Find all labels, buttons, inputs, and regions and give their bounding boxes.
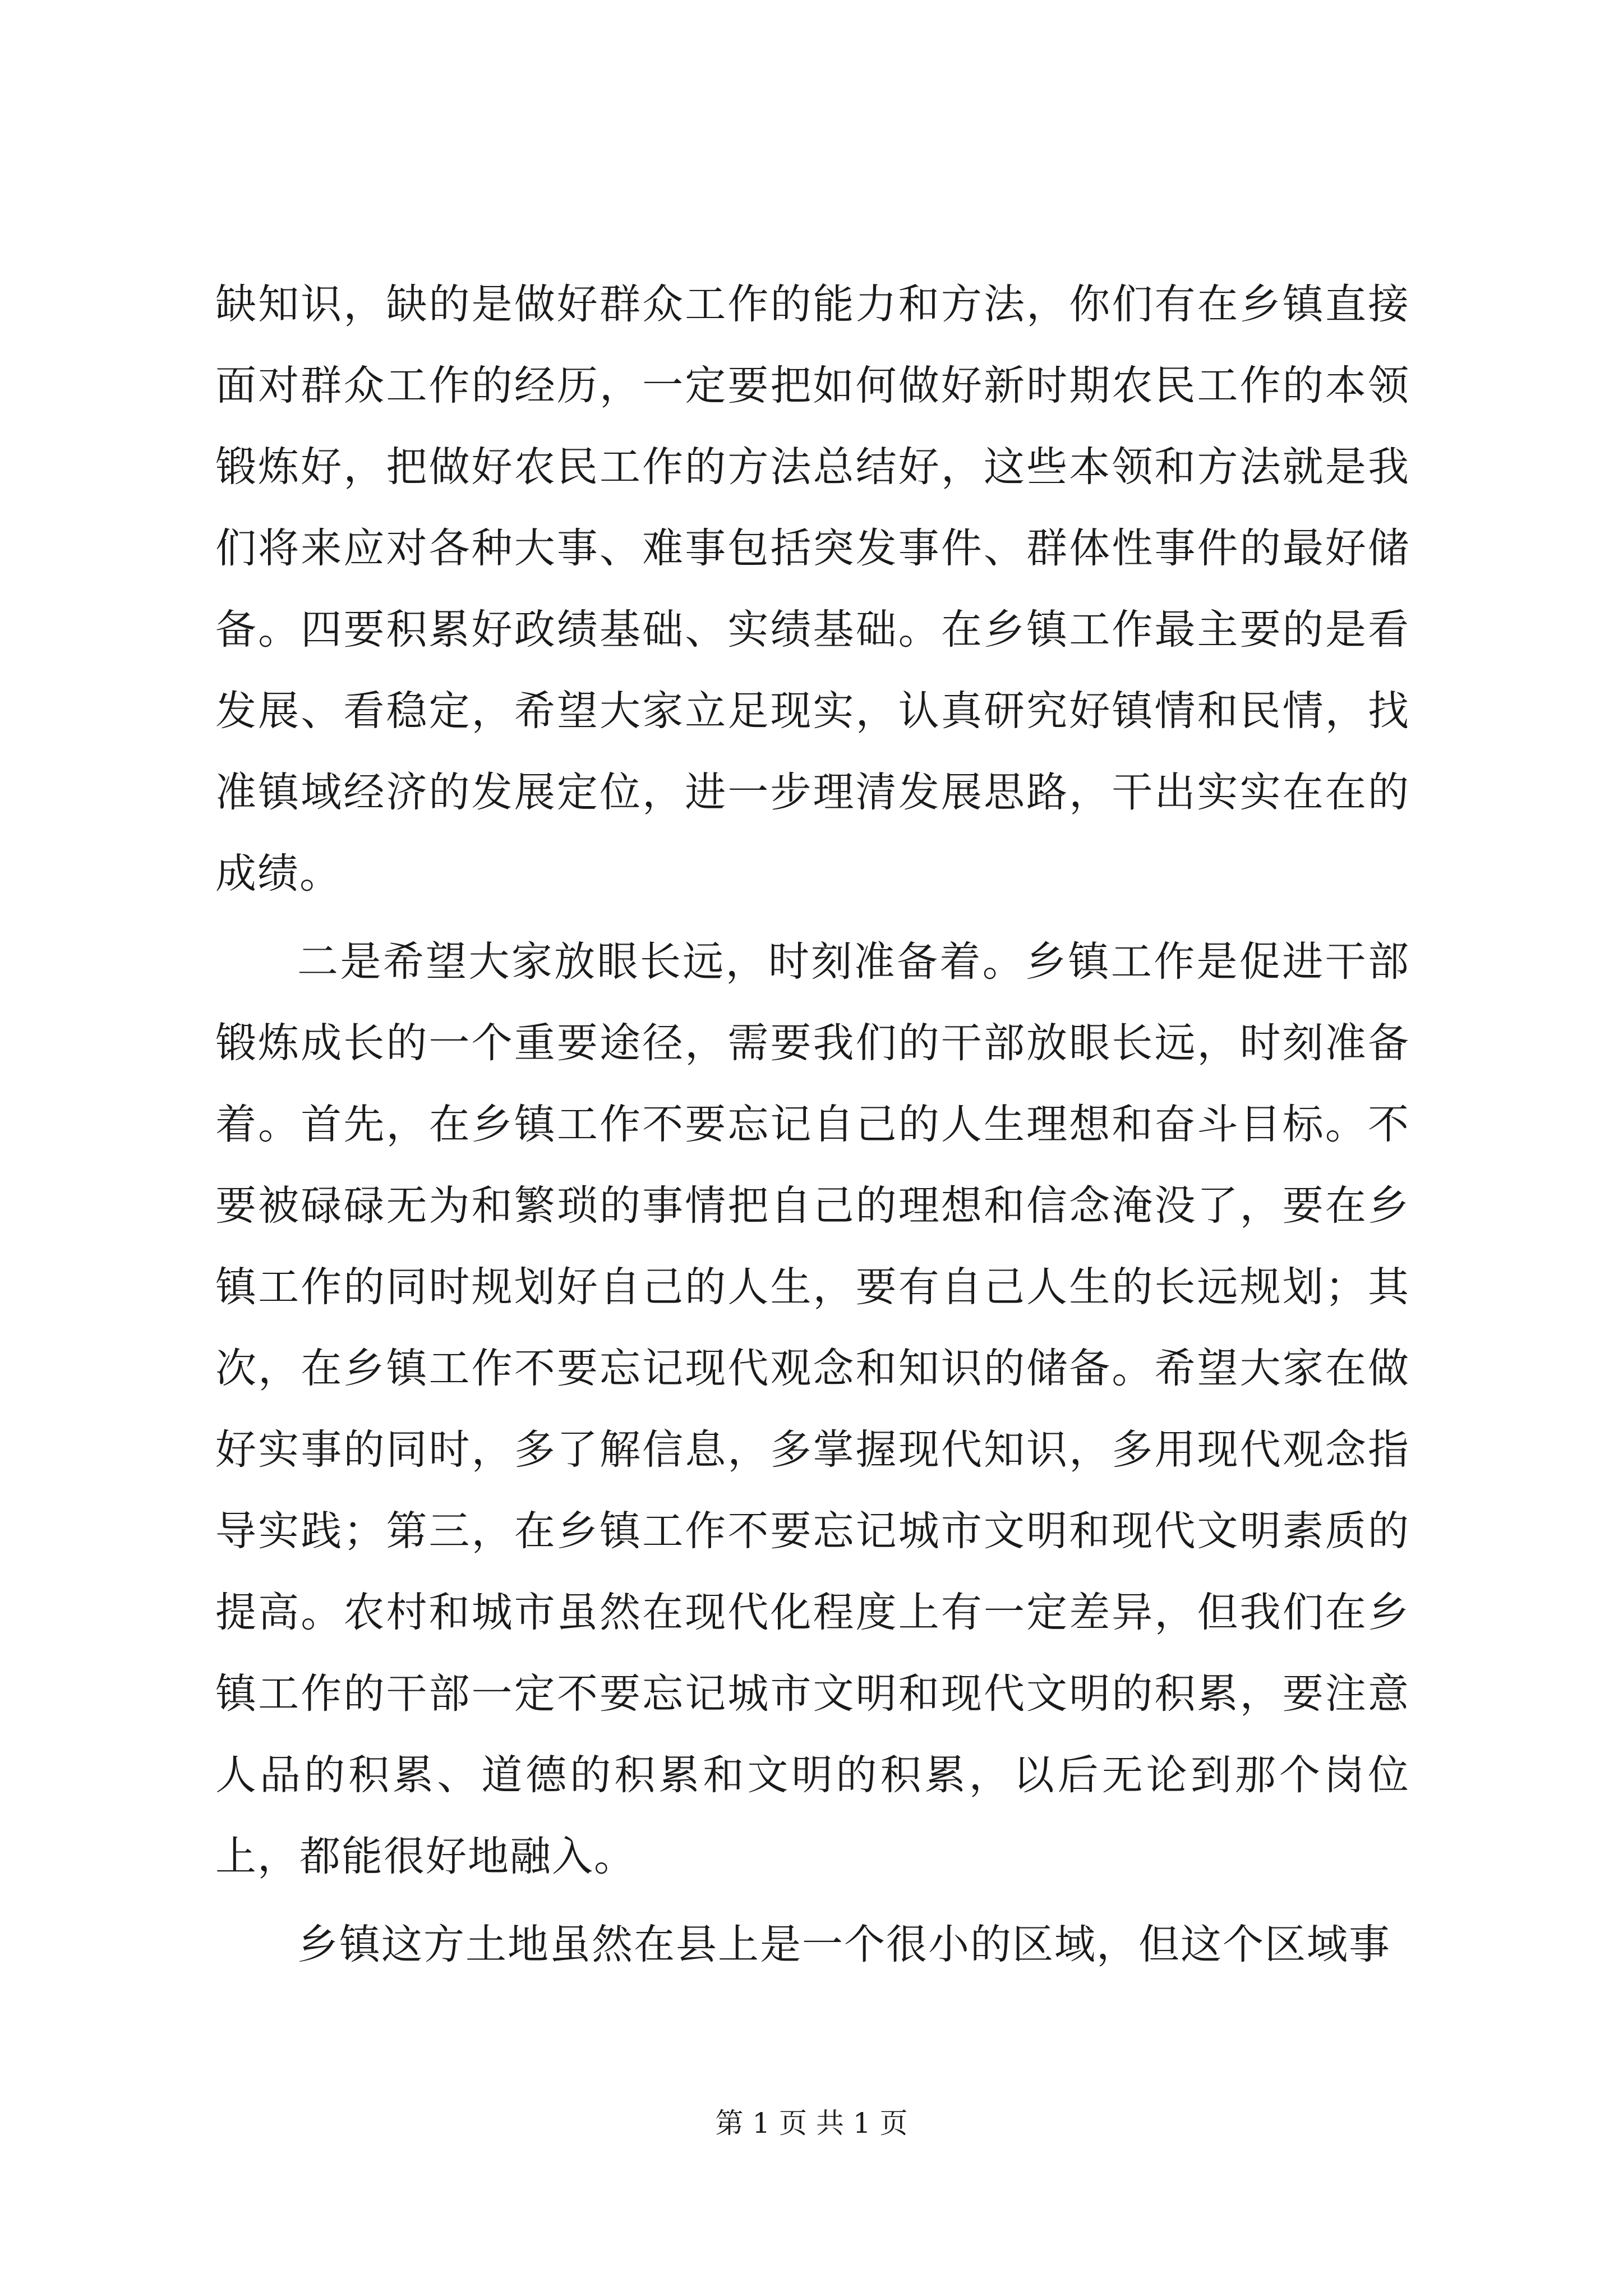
paragraph-2: 二是希望大家放眼长远，时刻准备着。乡镇工作是促进干部锻炼成长的一个重要途径，需要我们的干部放眼长远，时刻准备着。首先，在乡镇工作不要忘记自己的人生理想和奋斗目标。不要被碌碌无为和繁琐的事情把自己的理想和信念淹没了，要在乡镇工作的同时规划好自己的人生，要有自己人生的长远规划；其次，在乡镇工作不要忘记现代观念和知识的储备。希望大家在做好实事的同时，多了解信息，多掌握现代知识，多用现代观念指导实践；第三，在乡镇工作不要忘记城市文明和现代文明素质的提高。农村和城市虽然在现代化程度上有一定差异，但我们在乡镇工作的干部一定不要忘记城市文明和现代文明的积累，要注意人品的积累、道德的积累和文明的积累，以后无论到那个岗位上，都能很好地融入。 — [215, 938, 1410, 1880]
paragraph-3: 乡镇这方土地虽然在县上是一个很小的区域，但这个区域事 — [297, 1921, 1391, 1968]
document-body — [215, 264, 1410, 1985]
page-footer: 第 1 页 共 1 页 — [715, 2107, 908, 2139]
paragraph-1: 缺知识，缺的是做好群众工作的能力和方法，你们有在乡镇直接面对群众工作的经历，一定要把如何做好新时期农民工作的本领锻炼好，把做好农民工作的方法总结好，这些本领和方法就是我们将来应对各种大事、难事包括突发事件、群体性事件的最好储备。四要积累好政绩基础、实绩基础。在乡镇工作最主要的是看发展、看稳定，希望大家立足现实，认真研究好镇情和民情，找准镇域经济的发展定位，进一步理清发展思路，干出实实在在的成绩。 — [215, 280, 1410, 898]
